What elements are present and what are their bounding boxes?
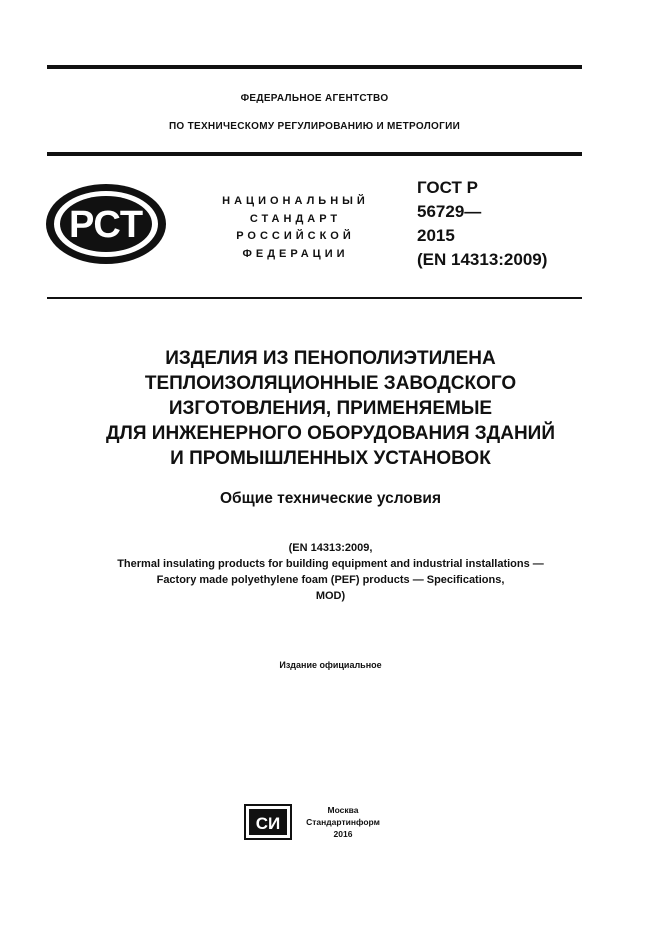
en-reference-line: MOD) xyxy=(315,590,346,602)
national-standard-line: СТАНДАРТ xyxy=(249,212,342,225)
edition-label: Издание официальное xyxy=(279,660,382,670)
document-title xyxy=(20,346,641,471)
standard-designation xyxy=(417,176,547,272)
document-subtitle: Общие технические условия xyxy=(220,490,441,507)
designation-line: (EN 14313:2009) xyxy=(417,250,548,269)
national-standard-line: НАЦИОНАЛЬНЫЙ xyxy=(222,195,369,207)
title-line: И ПРОМЫШЛЕННЫХ УСТАНОВОК xyxy=(170,448,491,469)
header-bottom-rule xyxy=(47,297,582,299)
title-line: ИЗГОТОВЛЕНИЯ, ПРИМЕНЯЕМЫЕ xyxy=(168,398,493,419)
en-reference-line: (EN 14313:2009, xyxy=(288,542,373,554)
agency-name-line2: ПО ТЕХНИЧЕСКОМУ РЕГУЛИРОВАНИЮ И МЕТРОЛОГИИ xyxy=(168,121,461,132)
national-standard-label xyxy=(193,193,398,263)
publisher-info xyxy=(292,804,394,840)
header-rule xyxy=(47,152,582,156)
title-line: ДЛЯ ИНЖЕНЕРНОГО ОБОРУДОВАНИЯ ЗДАНИЙ xyxy=(106,423,555,444)
title-line: ИЗДЕЛИЯ ИЗ ПЕНОПОЛИЭТИЛЕНА xyxy=(165,348,496,369)
designation-line: ГОСТ Р xyxy=(417,178,478,197)
en-reference xyxy=(20,540,641,604)
logo-text: РСТ xyxy=(68,204,144,246)
publisher-line: Стандартинформ xyxy=(306,817,380,827)
en-reference-line: Factory made polyethylene foam (PEF) products — Specifications, xyxy=(156,574,505,586)
rst-certification-mark-icon xyxy=(44,182,168,266)
agency-name-line1: ФЕДЕРАЛЬНОЕ АГЕНТСТВО xyxy=(240,93,389,104)
publisher-line: Москва xyxy=(327,805,359,815)
standartinform-logo-icon xyxy=(244,804,292,840)
publisher-line: 2016 xyxy=(333,829,353,839)
en-reference-line: Thermal insulating products for building equipment and industrial installations — xyxy=(117,558,544,570)
publisher-logo-text: СИ xyxy=(255,814,281,833)
national-standard-line: РОССИЙСКОЙ xyxy=(236,230,355,242)
title-line: ТЕПЛОИЗОЛЯЦИОННЫЕ ЗАВОДСКОГО xyxy=(144,373,517,394)
top-rule xyxy=(47,65,582,69)
designation-line: 56729— xyxy=(417,202,482,221)
designation-line: 2015 xyxy=(417,226,455,245)
national-standard-line: ФЕДЕРАЦИИ xyxy=(242,247,349,260)
